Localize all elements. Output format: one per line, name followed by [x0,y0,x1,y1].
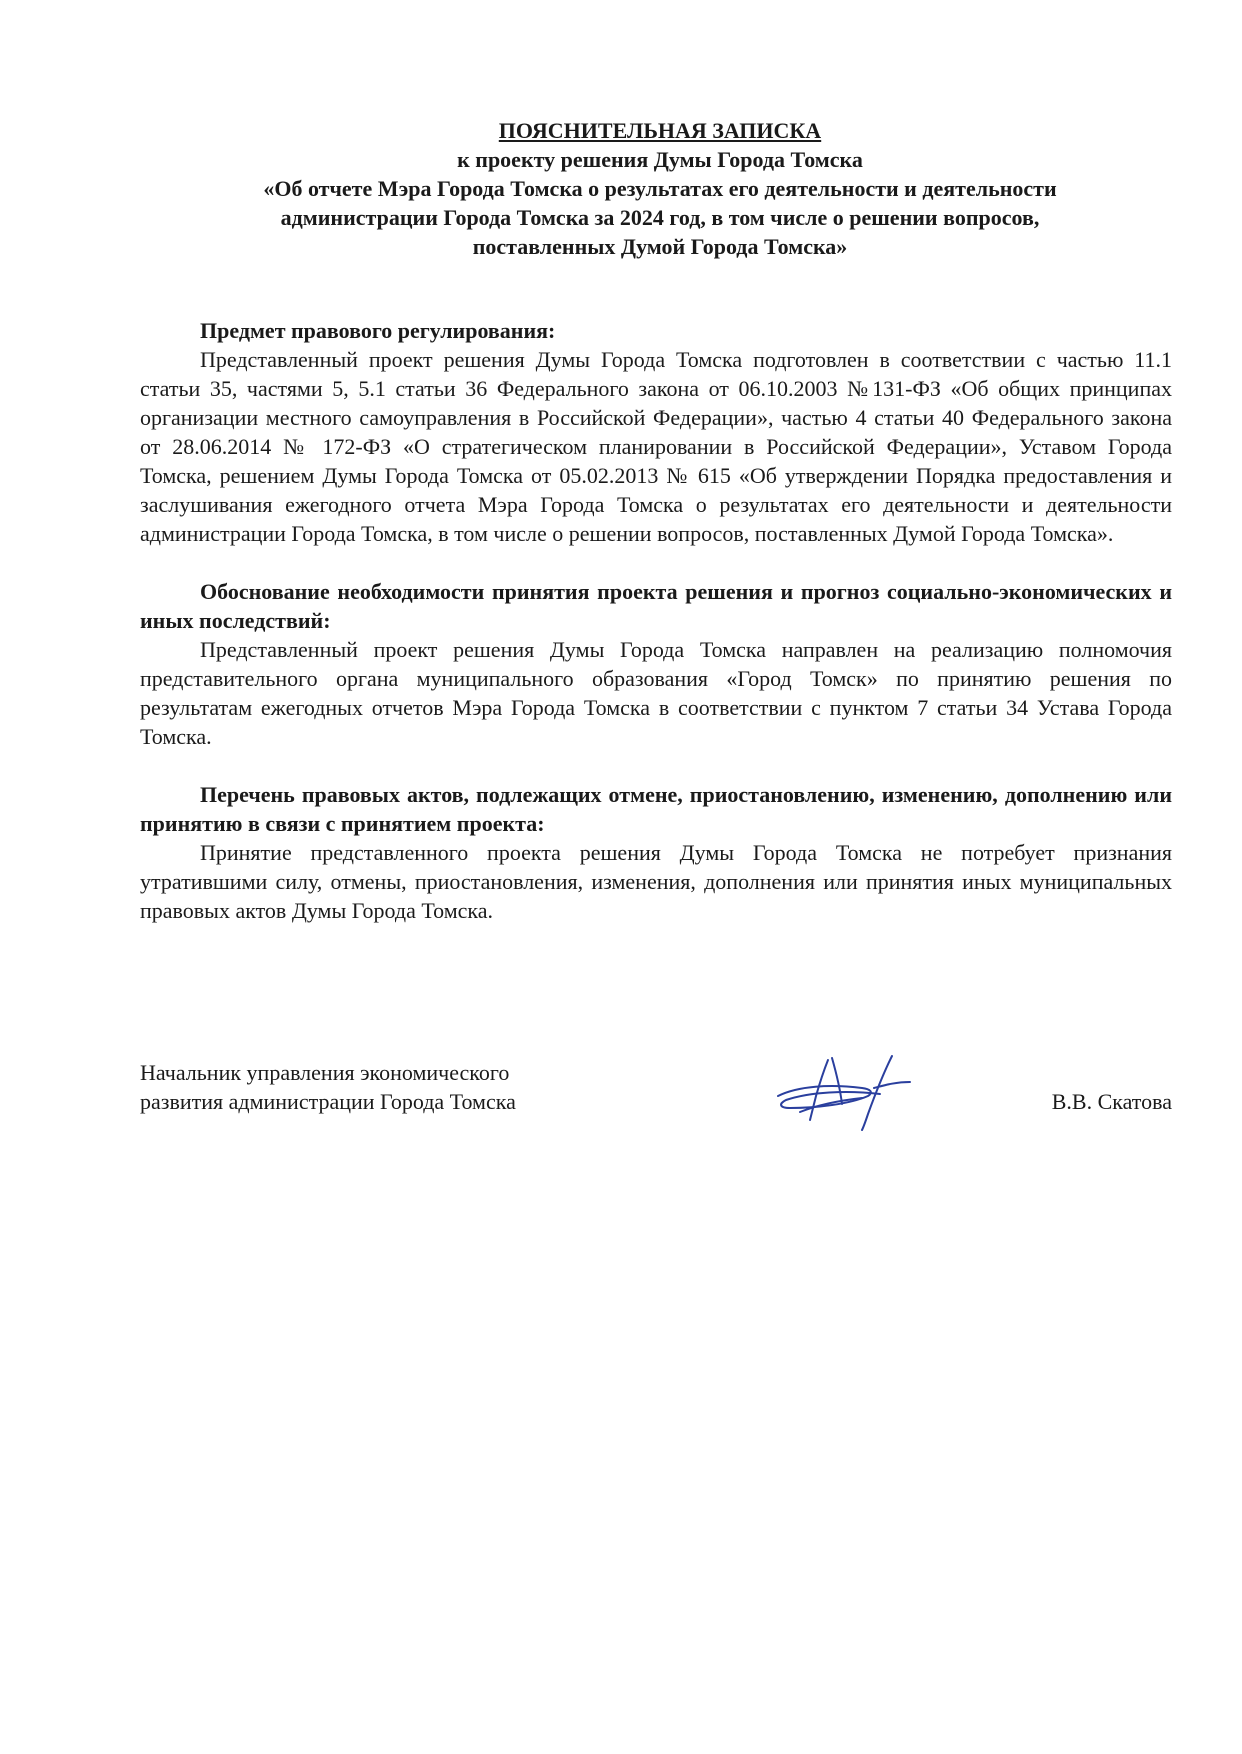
section-regulation-subject [140,316,1172,548]
handwritten-signature-icon [770,1052,920,1132]
section-heading: Предмет правового регулирования: [200,318,556,343]
section-text: Представленный проект решения Думы Города Томска подготовлен в соответствии с частью 11.1 статьи 35, частями 5, 5.1 статьи 36 Федерального закона от 06.10.2003 №131-ФЗ «Об общих принципах организации местного самоуправления в Российской Федерации», частью 4 статьи 40 Федерального закона от 28.06.2014 № 172-ФЗ «О стратегическом планировании в Российской Федерации», Уставом Города Томска, решением Думы Города Томска от 05.02.2013 № 615 «Об утверждении Порядка предоставления и заслушивания ежегодного отчета Мэра Города Томска о результатах его деятельности и деятельности администрации Города Томска, в том числе о решении вопросов, поставленных Думой Города Томска». [140,347,1172,546]
section-justification [140,577,1172,751]
document-body [140,316,1172,925]
document-subject-line-3: поставленных Думой Города Томска» [472,234,848,259]
signatory-position [140,1058,620,1116]
section-legal-acts [140,780,1172,925]
signatory-name: В.В. Скатова [1051,1089,1172,1114]
section-heading: Перечень правовых актов, подлежащих отмене, приостановлению, изменению, дополнению или принятию в связи с принятием проекта: [140,782,1172,836]
signatory-position-line-1: Начальник управления экономического [140,1060,510,1085]
document-subject-line-2: администрации Города Томска за 2024 год, в том числе о решении вопросов, [280,205,1040,230]
document-subtitle: к проекту решения Думы Города Томска [457,147,863,172]
document-header [140,116,1180,261]
signature-block [140,1058,1172,1138]
document-title: ПОЯСНИТЕЛЬНАЯ ЗАПИСКА [498,118,822,143]
signatory-position-line-2: развития администрации Города Томска [140,1089,516,1114]
section-text: Принятие представленного проекта решения Думы Города Томска не потребует признания утратившими силу, отмены, приостановления, изменения, дополнения или принятия иных муниципальных правовых актов Думы Города Томска. [140,840,1172,923]
section-text: Представленный проект решения Думы Города Томска направлен на реализацию полномочия представительного органа муниципального образования «Город Томск» по принятию решения по результатам ежегодных отчетов Мэра Города Томска в соответствии с пунктом 7 статьи 34 Устава Города Томска. [140,637,1172,749]
section-heading: Обоснование необходимости принятия проекта решения и прогноз социально-экономических и иных последствий: [140,579,1172,633]
document-subject-line-1: «Об отчете Мэра Города Томска о результатах его деятельности и деятельности [263,176,1057,201]
